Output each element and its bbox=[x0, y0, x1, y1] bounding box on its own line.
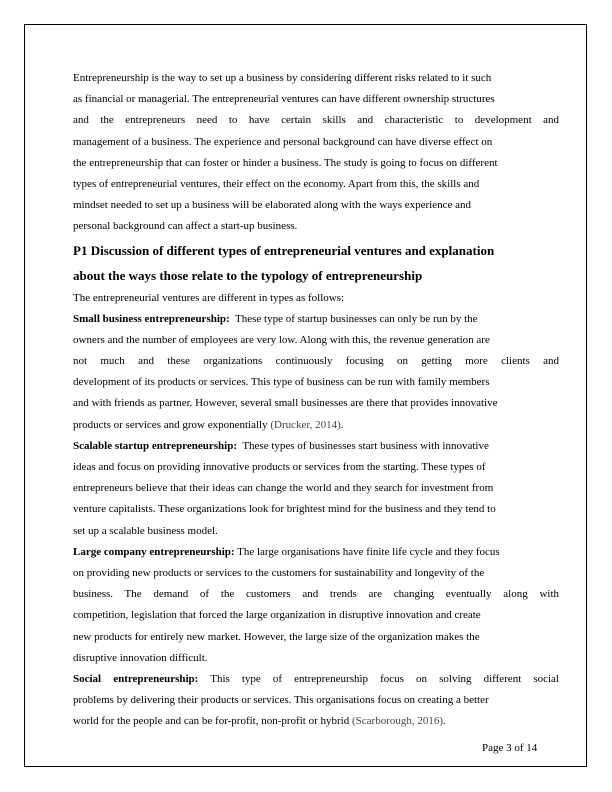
text-line: business. The demand of the customers and trends are changing eventually along with bbox=[73, 588, 559, 601]
text-line: mindset needed to set up a business will be elaborated along with the ways experience and bbox=[73, 199, 472, 212]
lead-sentence: The entrepreneurial ventures are different in types as follows: bbox=[73, 291, 345, 304]
text-span: These types of businesses start business with innovative bbox=[242, 439, 489, 452]
text-span: products or services and grow exponentially bbox=[73, 418, 268, 431]
text-line: management of a business. The experience and personal background can have diverse effect on bbox=[73, 135, 493, 148]
text-line: Entrepreneurship is the way to set up a business by considering different risks related to it such bbox=[73, 72, 492, 84]
text-line: problems by delivering their products or services. This organisations focus on creating a better bbox=[73, 694, 489, 707]
text-span: These type of startup businesses can only be run by the bbox=[235, 312, 478, 325]
text-line: not much and these organizations continuously focusing on getting more clients and bbox=[73, 355, 559, 368]
citation: (Scarborough, 2016) bbox=[351, 715, 444, 728]
text-span: . bbox=[340, 418, 344, 431]
text-line: ideas and focus on providing innovative products or services from the starting. These types of bbox=[73, 461, 486, 473]
text-line: personal background can affect a start-up business. bbox=[73, 220, 298, 233]
text-line: the entrepreneurship that can foster or hinder a business. The study is going to focus on different bbox=[73, 156, 498, 169]
term-social: Social entrepreneurship: bbox=[73, 672, 199, 685]
text-line: as financial or managerial. The entrepreneurial ventures can have different ownership structures bbox=[73, 93, 495, 106]
text-line bbox=[73, 309, 559, 330]
large-company-paragraph bbox=[73, 542, 559, 669]
text-line: and the entrepreneurs need to have certain skills and characteristic to development and bbox=[73, 114, 559, 127]
text-span: . bbox=[443, 715, 446, 728]
citation: (Drucker, 2014) bbox=[270, 418, 341, 431]
text-line bbox=[73, 436, 559, 457]
text-line bbox=[73, 669, 559, 690]
heading-line: about the ways those relate to the typology of entrepreneurship bbox=[73, 267, 423, 283]
text-line bbox=[73, 415, 559, 436]
text-line: disruptive innovation difficult. bbox=[73, 651, 208, 664]
text-line bbox=[73, 542, 559, 563]
heading-line: P1 Discussion of different types of entrepreneurial ventures and explanation bbox=[73, 242, 495, 258]
text-line: entrepreneurs believe that their ideas can change the world and they search for investment from bbox=[73, 482, 494, 495]
text-line: on providing new products or services to the customers for sustainability and longevity of the bbox=[73, 566, 485, 579]
section-heading bbox=[73, 238, 559, 288]
text-line bbox=[73, 711, 559, 732]
document-body bbox=[73, 68, 559, 732]
text-line: new products for entirely new market. However, the large size of the organization makes the bbox=[73, 630, 480, 643]
page-number: Page 3 of 14 bbox=[482, 742, 538, 754]
text-span: world for the people and can be for-profit, non-profit or hybrid bbox=[73, 715, 350, 728]
text-line: owners and the number of employees are very low. Along with this, the revenue generation are bbox=[73, 333, 490, 346]
term-scalable-startup: Scalable startup entrepreneurship: bbox=[73, 439, 237, 452]
text-span: This type of entrepreneurship focus on solving different social bbox=[210, 672, 559, 685]
text-line: competition, legislation that forced the large organization in disruptive innovation and create bbox=[73, 609, 481, 622]
scalable-startup-paragraph bbox=[73, 436, 559, 542]
social-paragraph bbox=[73, 669, 559, 733]
text-line: and with friends as partner. However, several small businesses are there that provides innovative bbox=[73, 397, 498, 410]
small-business-paragraph bbox=[73, 309, 559, 436]
intro-paragraph bbox=[73, 68, 559, 238]
text-line: set up a scalable business model. bbox=[73, 524, 218, 537]
text-span: The large organisations have finite life cycle and they focus bbox=[237, 545, 500, 558]
text-line: types of entrepreneurial ventures, their effect on the economy. Apart from this, the skills and bbox=[73, 177, 480, 190]
text-line: venture capitalists. These organizations look for brightest mind for the business and they tend to bbox=[73, 503, 496, 516]
term-small-business: Small business entrepreneurship: bbox=[73, 312, 230, 325]
term-large-company: Large company entrepreneurship: bbox=[73, 545, 235, 558]
text-line: development of its products or services. This type of business can be run with family members bbox=[73, 376, 490, 389]
